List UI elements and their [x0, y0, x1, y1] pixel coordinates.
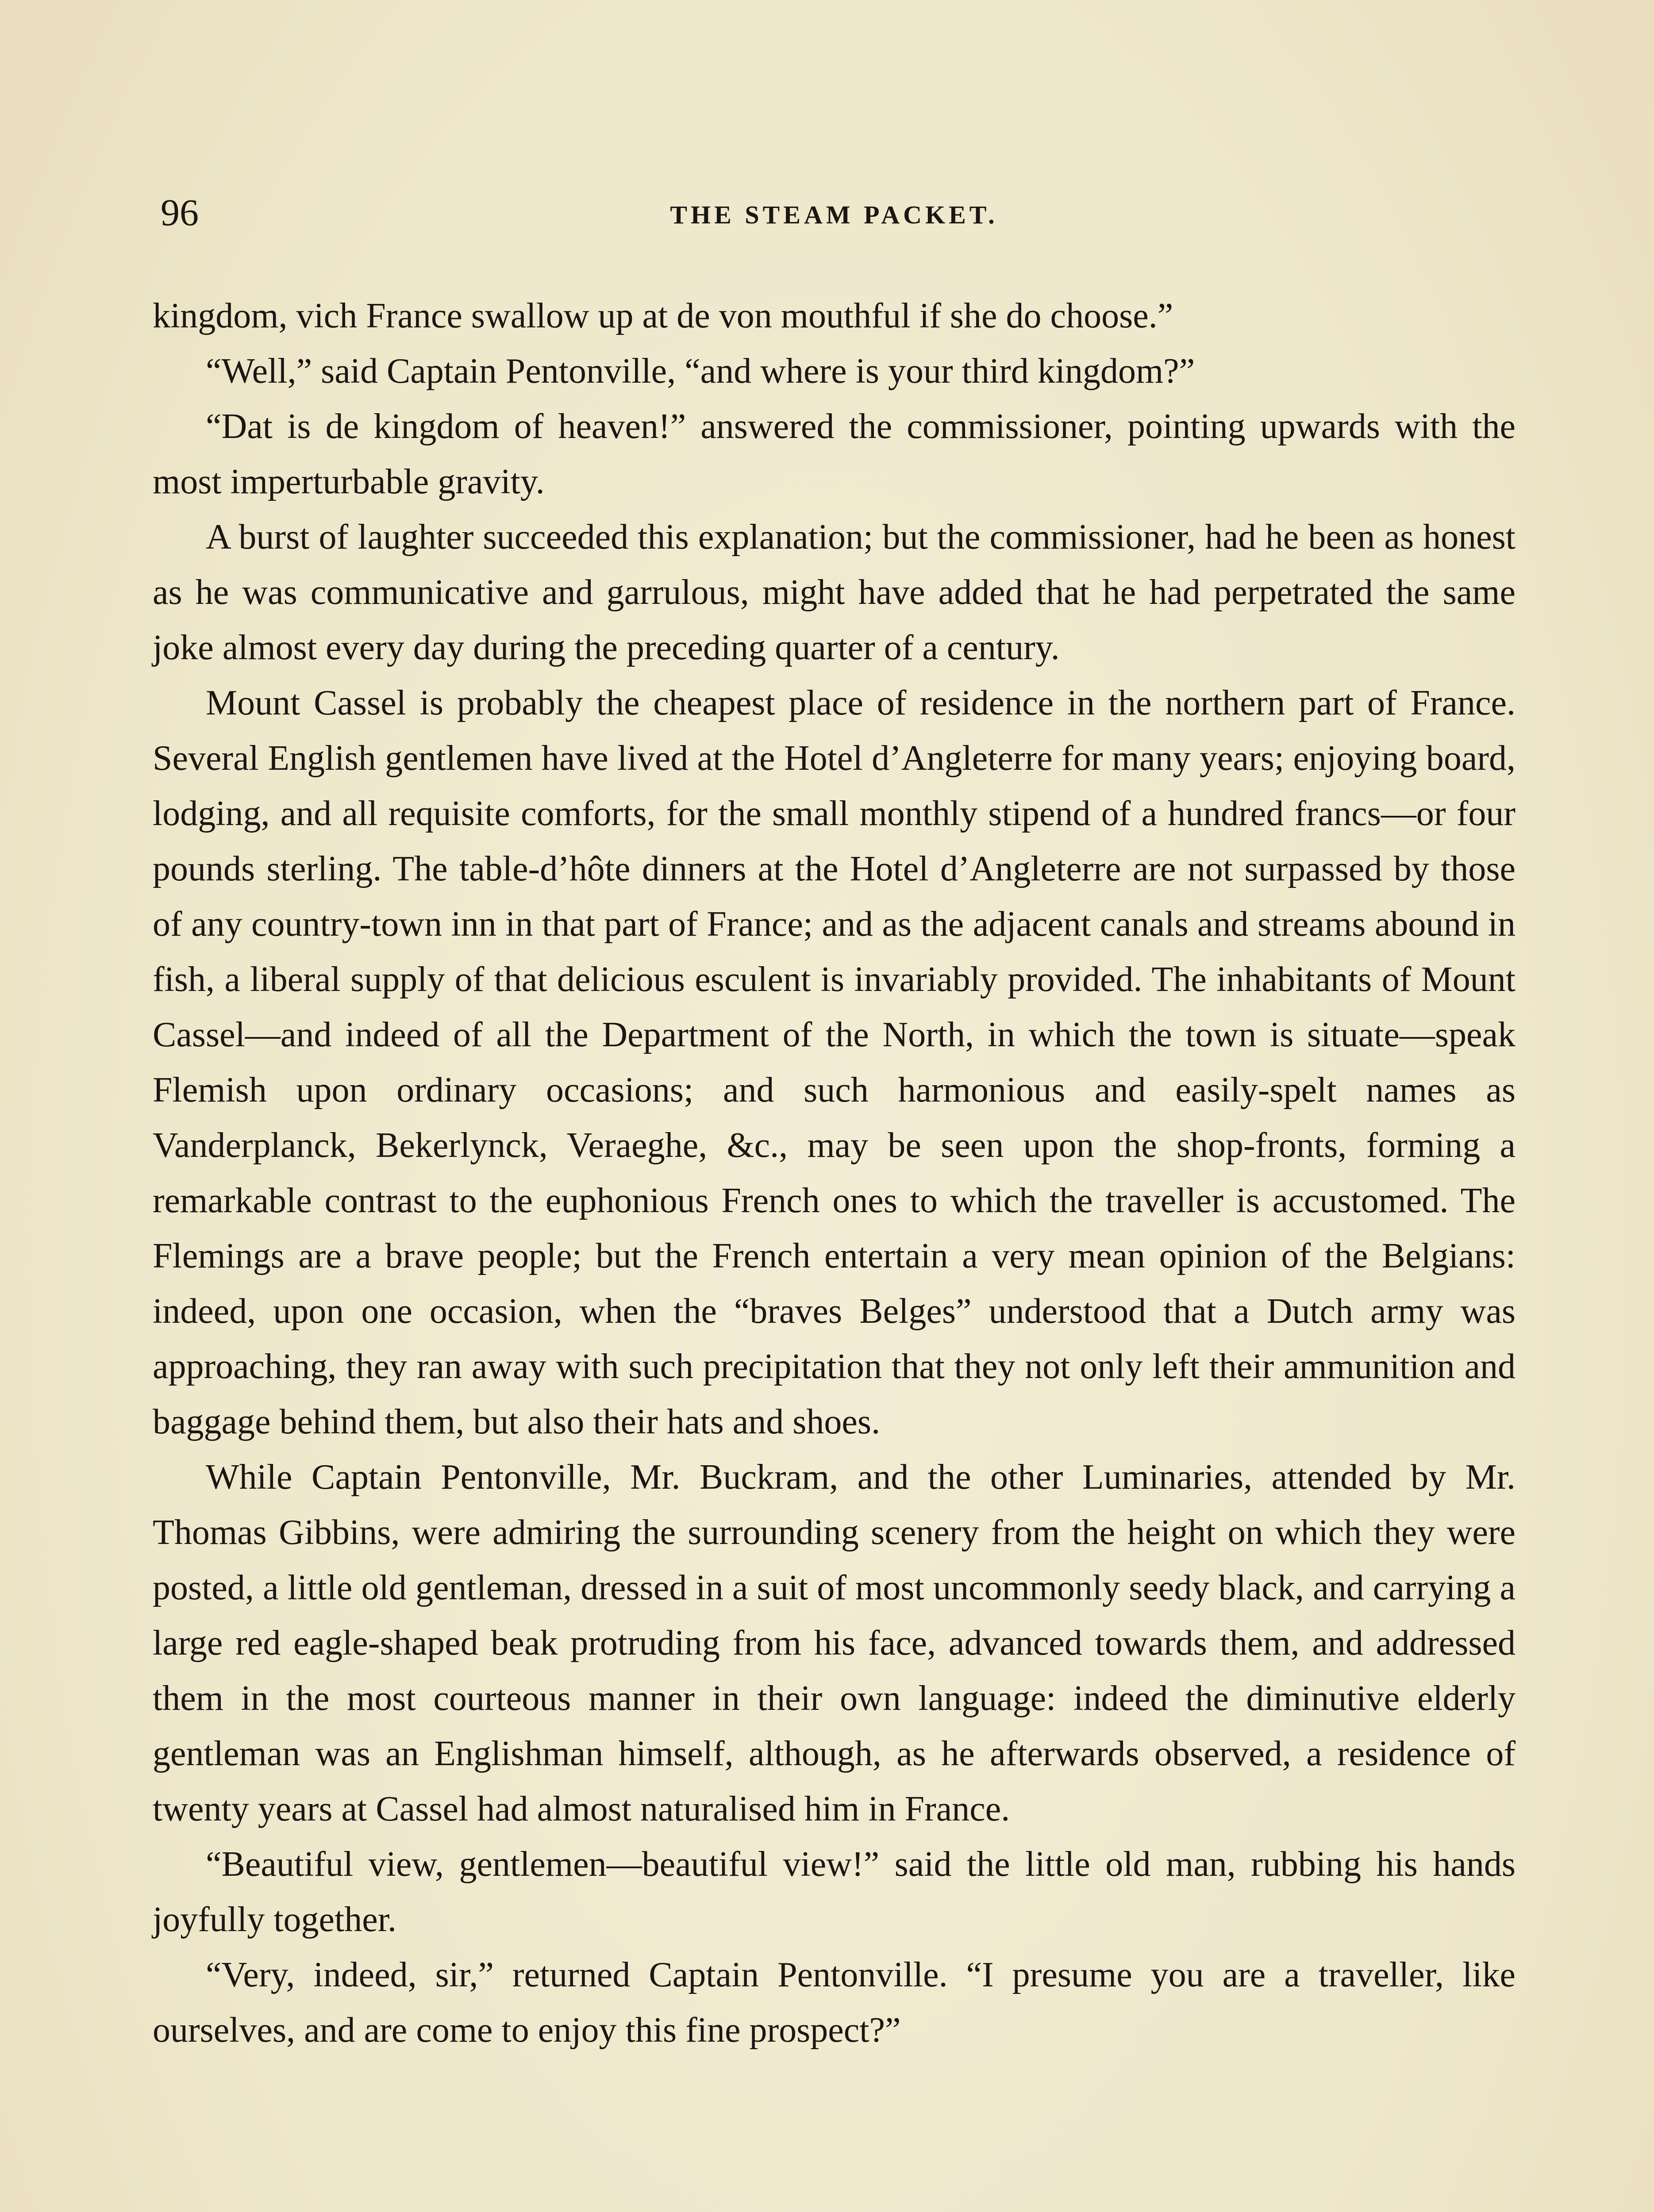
paragraph-5: Mount Cassel is probably the cheapest place of residence in the northern part of France. Several English gentlemen have lived at the Hotel d’Angleterre for many years; enjoying board, lodging, and all requisite comforts, for the small monthly stipend of a hundred francs—or four pounds sterling. The table-d’hôte dinners at the Hotel d’Angleterre are not surpassed by those of any country-town inn in that part of France; and as the adjacent canals and streams abound in fish, a liberal supply of that delicious esculent is invariably provided. The inhabitants of Mount Cassel—and indeed of all the Department of the North, in which the town is situate—speak Flemish upon ordinary occasions; and such harmonious and easily-spelt names as Vanderplanck, Bekerlynck, Veraeghe, &c., may be seen upon the shop-fronts, forming a remarkable contrast to the euphonious French ones to which the traveller is accustomed. The Flemings are a brave people; but the French entertain a very mean opinion of the Belgians: indeed, upon one occasion, when the “braves Belges” understood that a Dutch army was approaching, they ran away with such precipitation that they not only left their ammunition and baggage behind them, but also their hats and shoes. — [153, 684, 1516, 1441]
paragraph-6: While Captain Pentonville, Mr. Buckram, and the other Luminaries, attended by Mr. Thomas Gibbins, were admiring the surrounding scenery from the height on which they were posted, a little old gentleman, dressed in a suit of most uncommonly seedy black, and carrying a large red eagle-shaped beak protruding from his face, advanced towards them, and addressed them in the most courteous manner in their own language: indeed the diminutive elderly gentleman was an Englishman himself, although, as he afterwards observed, a residence of twenty years at Cassel had almost naturalised him in France. — [153, 1458, 1516, 1828]
body-text — [153, 288, 1516, 2058]
page-number: 96 — [161, 191, 199, 234]
running-head: THE STEAM PACKET. — [670, 200, 998, 229]
paragraph-1: kingdom, vich France swallow up at de von mouthful if she do choose.” — [153, 296, 1173, 335]
page-header — [153, 190, 1516, 239]
paragraph-2: “Well,” said Captain Pentonville, “and where is your third kingdom?” — [206, 352, 1195, 391]
paragraph-8: “Very, indeed, sir,” returned Captain Pentonville. “I presume you are a traveller, like ourselves, and are come to enjoy this fine prospect?” — [153, 1955, 1516, 2050]
paragraph-4: A burst of laughter succeeded this explanation; but the commissioner, had he been as honest as he was communicative and garrulous, might have added that he had perpetrated the same joke almost every day during the preceding quarter of a century. — [153, 518, 1516, 667]
paragraph-7: “Beautiful view, gentlemen—beautiful view!” said the little old man, rubbing his hands joyfully together. — [153, 1845, 1516, 1939]
paragraph-3: “Dat is de kingdom of heaven!” answered the commissioner, pointing upwards with the most imperturbable gravity. — [153, 407, 1516, 501]
